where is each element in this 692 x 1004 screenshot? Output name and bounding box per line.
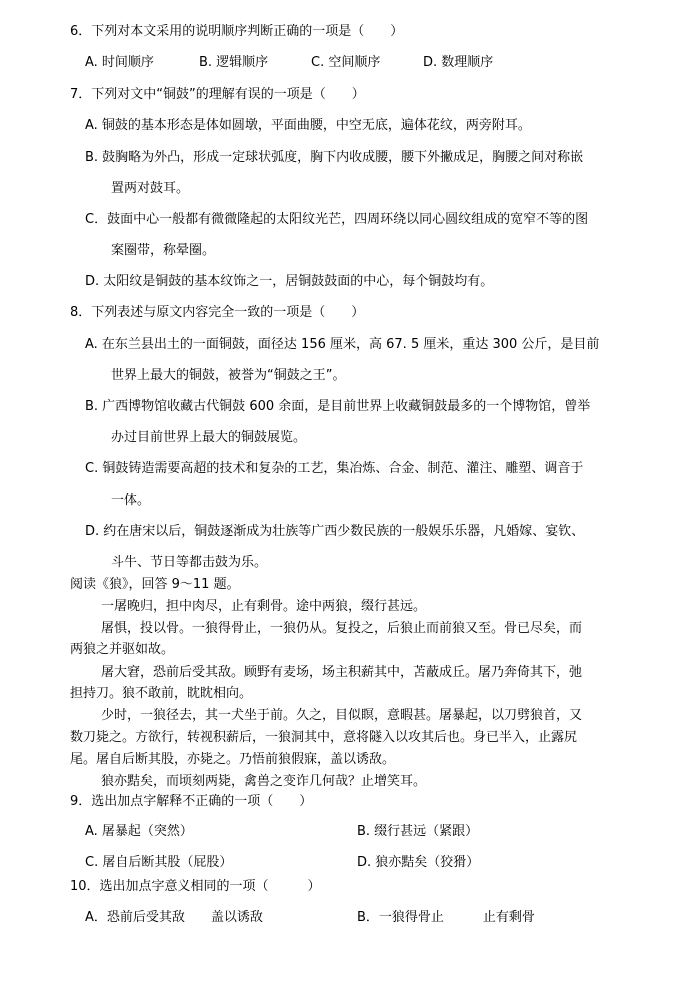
q9-option-c: C. 屠自后断其股（屁股） xyxy=(85,855,233,870)
q8-option-a: A. 在东兰县出土的一面铜鼓，面径达 156 厘米，高 67. 5 厘米，重达 300 公斤，是目前 xyxy=(85,337,600,352)
q6-options xyxy=(85,55,493,71)
q7-option-a: A. 铜鼓的基本形态是体如圆墩，平面曲腰，中空无底，遍体花纹，两旁附耳。 xyxy=(85,118,531,133)
q6-option-c: C. 空间顺序 xyxy=(311,55,381,70)
q8-option-b: B. 广西博物馆收藏古代铜鼓 600 余面，是目前世界上收藏铜鼓最多的一个博物馆，曾举 xyxy=(85,399,591,414)
passage-paragraph-4-cont1: 数刀毙之。方欲行，转视积薪后，一狼洞其中，意将隧入以攻其后也。身已半入，止露尻 xyxy=(70,730,578,745)
q9-option-b: B. 缀行甚远（紧跟） xyxy=(357,824,479,839)
q6-option-b: B. 逻辑顺序 xyxy=(199,55,269,70)
reading-intro: 阅读《狼》，回答 9～11 题。 xyxy=(70,577,240,592)
passage-paragraph-3: 屠大窘，恐前后受其敌。顾野有麦场，场主积薪其中，苫蔽成丘。屠乃奔倚其下，弛 xyxy=(101,665,583,680)
passage-paragraph-4: 少时，一狼径去，其一犬坐于前。久之，目似瞑，意暇甚。屠暴起，以刀劈狼首，又 xyxy=(101,708,583,723)
q6-option-a: A. 时间顺序 xyxy=(85,55,154,70)
q8-option-d-cont: 斗牛、节日等都击鼓为乐。 xyxy=(111,555,268,570)
q10-option-b: B．一狼得骨止 止有剩骨 xyxy=(357,910,535,925)
q7-option-c: C．鼓面中心一般都有微微隆起的太阳纹光芒，四周环绕以同心圆纹组成的宽窄不等的图 xyxy=(85,212,589,227)
q7-option-b: B. 鼓胸略为外凸，形成一定球状弧度，胸下内收成腰，腰下外撇成足，胸腰之间对称嵌 xyxy=(85,150,584,165)
q7-stem: 7．下列对文中“铜鼓”的理解有误的一项是（ ） xyxy=(70,87,365,102)
passage-paragraph-2-cont: 两狼之并驱如故。 xyxy=(70,642,175,657)
q8-option-d: D. 约在唐宋以后，铜鼓逐渐成为壮族等广西少数民族的一般娱乐乐器，凡婚嫁、宴钦、 xyxy=(85,524,585,539)
q9-stem: 9．选出加点字解释不正确的一项（ ） xyxy=(70,794,313,809)
q8-option-b-cont: 办过目前世界上最大的铜鼓展览。 xyxy=(111,430,307,445)
passage-paragraph-2: 屠惧，投以骨。一狼得骨止，一狼仍从。复投之，后狼止而前狼又至。骨已尽矣，而 xyxy=(101,621,583,636)
q8-stem: 8．下列表述与原文内容完全一致的一项是（ ） xyxy=(70,305,365,320)
q7-option-b-cont: 置两对鼓耳。 xyxy=(111,181,190,196)
passage-paragraph-4-cont2: 尾。屠自后断其股，亦毙之。乃悟前狼假寐，盖以诱敌。 xyxy=(70,752,396,767)
passage-paragraph-1: 一屠晚归，担中肉尽，止有剩骨。途中两狼，缀行甚远。 xyxy=(101,599,427,614)
q9-option-a: A. 屠暴起（突然） xyxy=(85,824,193,839)
q7-option-c-cont: 案圈带，称晕圈。 xyxy=(111,243,216,258)
q10-option-a: A．恐前后受其敌 盖以诱敌 xyxy=(85,910,263,925)
q8-option-c: C. 铜鼓铸造需要高超的技术和复杂的工艺，集冶炼、合金、制范、灌注、雕塑、调音于 xyxy=(85,461,584,476)
q10-stem: 10．选出加点字意义相同的一项（ ） xyxy=(70,879,321,894)
passage-paragraph-3-cont: 担持刀。狼不敢前，眈眈相向。 xyxy=(70,686,253,701)
q6-stem: 6．下列对本文采用的说明顺序判断正确的一项是（ ） xyxy=(70,24,404,39)
q8-option-a-cont: 世界上最大的铜鼓，被誉为“铜鼓之王”。 xyxy=(111,368,346,383)
q6-option-d: D. 数理顺序 xyxy=(423,55,494,70)
q7-option-d: D. 太阳纹是铜鼓的基本纹饰之一，居铜鼓鼓面的中心，每个铜鼓均有。 xyxy=(85,274,494,289)
q8-option-c-cont: 一体。 xyxy=(111,493,151,508)
passage-paragraph-5: 狼亦黠矣，而顷刻两毙，禽兽之变诈几何哉？止增笑耳。 xyxy=(101,774,427,789)
q9-option-d: D. 狼亦黠矣（狡猾） xyxy=(357,855,480,870)
